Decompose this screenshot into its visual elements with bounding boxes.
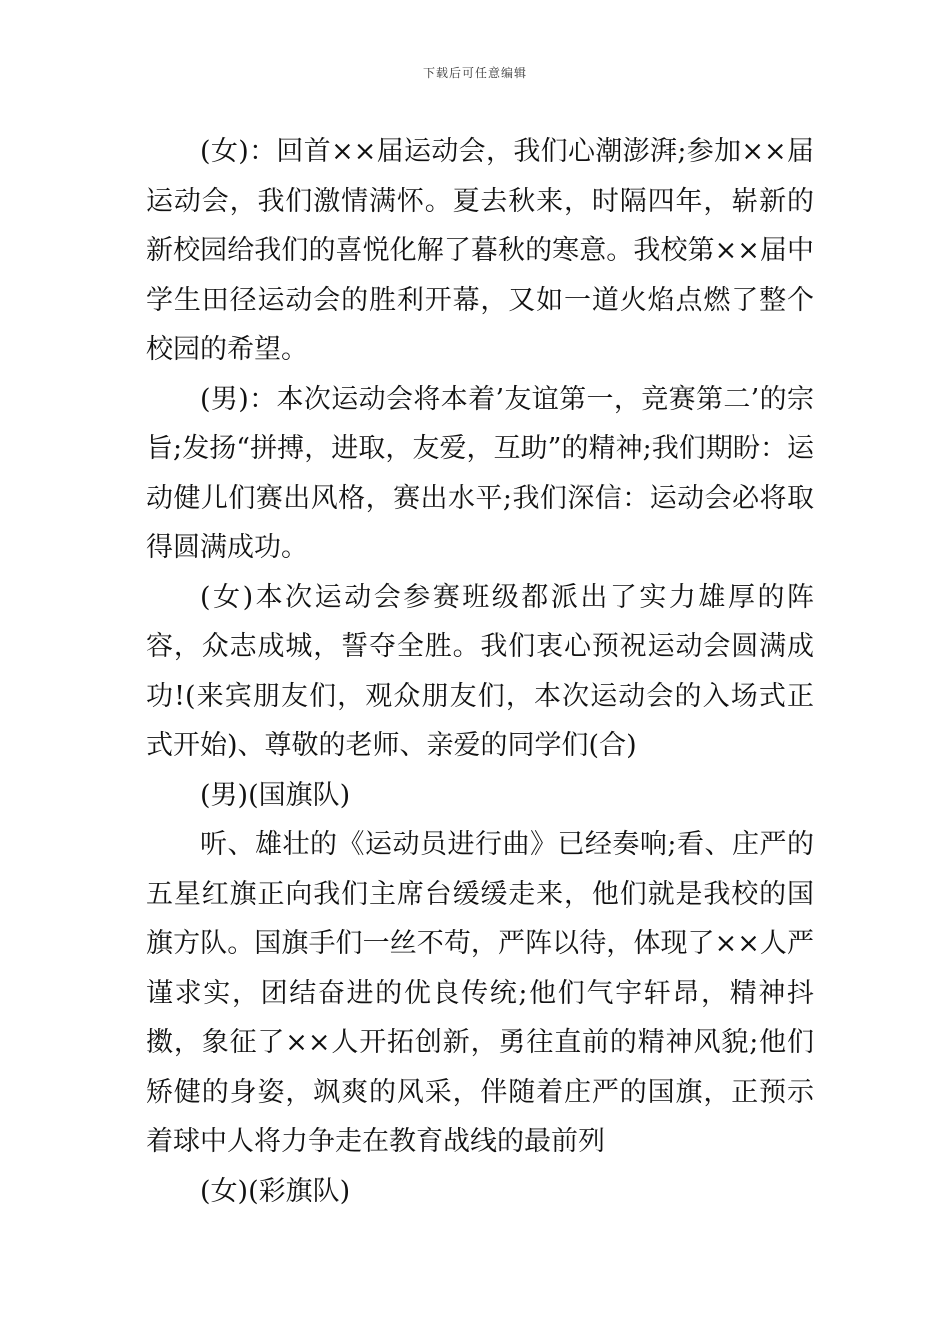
document-body [146, 127, 814, 1216]
header-note: 下载后可任意编辑 [422, 66, 527, 80]
paragraph-flag-description: 听、雄壮的《运动员进行曲》已经奏响;看、庄严的五星红旗正向我们主席台缓缓走来，他们就是我校的国旗方队。国旗手们一丝不苟，严阵以待，体现了××人严谨求实，团结奋进的优良传统;他们气宇轩昂，精神抖擞，象征了××人开拓创新，勇往直前的精神风貌;他们矫健的身姿，飒爽的风采，伴随着庄严的国旗，正预示着球中人将力争走在教育战线的最前列 [146, 829, 814, 1157]
paragraph-female-color-flag-team: (女)(彩旗队) [200, 1175, 351, 1207]
paragraph-female-opening: (女)：回首××届运动会，我们心潮澎湃;参加××届运动会，我们激情满怀。夏去秋来，时隔四年，崭新的新校园给我们的喜悦化解了暮秋的寒意。我校第××届中学生田径运动会的胜利开幕，又如一道火焰点燃了整个校园的希望。 [146, 136, 814, 365]
paragraph-male-flag-team: (男)(国旗队) [200, 779, 351, 811]
paragraph-female-wishes: (女)本次运动会参赛班级都派出了实力雄厚的阵容，众志成城，誓夺全胜。我们衷心预祝运动会圆满成功!(来宾朋友们，观众朋友们，本次运动会的入场式正式开始)、尊敬的老师、亲爱的同学们(合) [146, 581, 814, 761]
paragraph-male-purpose: (男)：本次运动会将本着’友谊第一，竞赛第二’的宗旨;发扬“拼搏，进取，友爱，互助”的精神;我们期盼：运动健儿们赛出风格，赛出水平;我们深信：运动会必将取得圆满成功。 [146, 383, 814, 563]
